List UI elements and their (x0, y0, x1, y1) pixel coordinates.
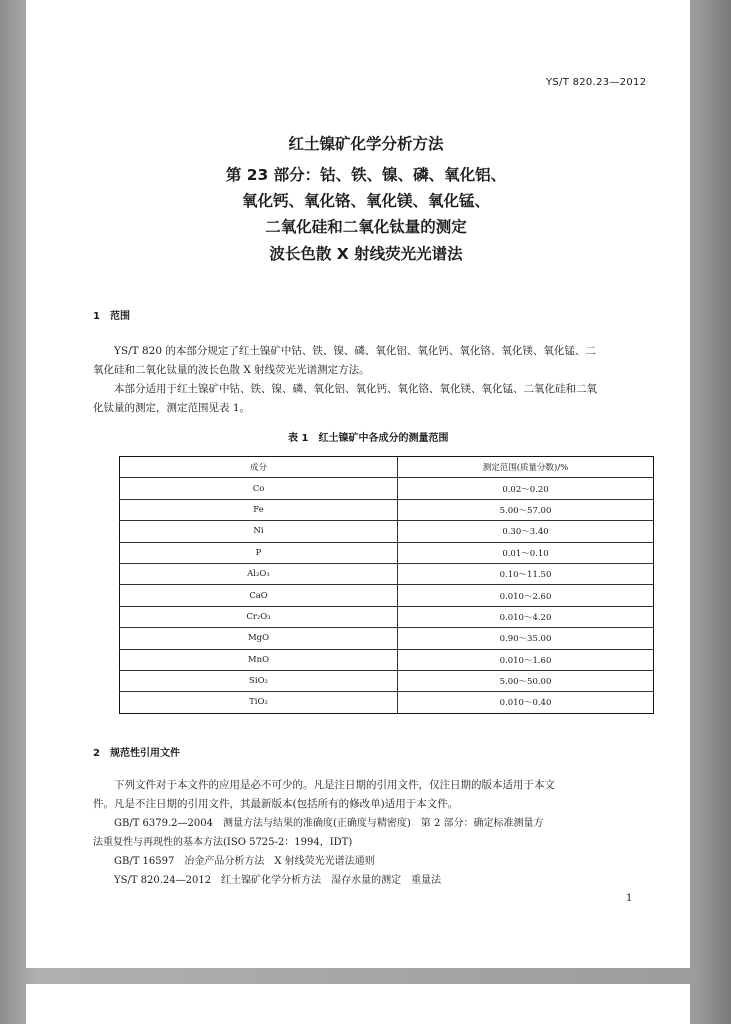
range-cell: 0.010～0.40 (398, 692, 654, 713)
component-cell: CaO (120, 585, 398, 606)
table-header-row (120, 457, 654, 478)
standard-number: YS/T 820.23—2012 (546, 77, 647, 88)
scope-p1-line2: 氧化硅和二氧化钛量的波长色散 X 射线荧光光谱测定方法。 (93, 364, 370, 376)
table-row (120, 478, 654, 499)
table-row (120, 670, 654, 691)
reference-1-line1: GB/T 6379.2—2004 测量方法与结果的准确度(正确度与精密度) 第 2 部分：确定标准测量方 (114, 818, 544, 829)
table-row (120, 628, 654, 649)
component-cell: Cr₂O₃ (120, 606, 398, 627)
next-page-edge (26, 984, 690, 1024)
range-cell: 5.00～57.00 (398, 499, 654, 520)
scope-p2-line1: 本部分适用于红土镍矿中钴、铁、镍、磷、氧化铝、氧化钙、氧化铬、氧化镁、氧化锰、二氧化硅和二氧 (114, 383, 597, 395)
range-cell: 0.010～2.60 (398, 585, 654, 606)
title-line-1: 红土镍矿化学分析方法 (288, 135, 444, 153)
range-cell: 0.10～11.50 (398, 563, 654, 584)
component-cell: Co (120, 478, 398, 499)
page-number: 1 (626, 893, 633, 904)
table-row (120, 563, 654, 584)
component-cell: MnO (120, 649, 398, 670)
component-cell: P (120, 542, 398, 563)
table-row (120, 542, 654, 563)
component-cell: Ni (120, 521, 398, 542)
title-line-2: 第 23 部分：钴、铁、镍、磷、氧化铝、 (225, 166, 507, 184)
table-row (120, 499, 654, 520)
section-1-heading: 1 范围 (93, 311, 130, 322)
component-cell: SiO₂ (120, 670, 398, 691)
component-cell: Fe (120, 499, 398, 520)
intro-line2: 件。凡是不注日期的引用文件，其最新版本(包括所有的修改单)适用于本文件。 (93, 798, 459, 810)
range-cell: 0.02～0.20 (398, 478, 654, 499)
scope-paragraph-2 (93, 380, 653, 418)
component-cell: Al₂O₃ (120, 563, 398, 584)
header-range: 测定范围(质量分数)/% (398, 457, 654, 478)
references-intro (93, 776, 653, 814)
reference-2: GB/T 16597 冶金产品分析方法 X 射线荧光光谱法通则 (114, 856, 375, 867)
reference-3: YS/T 820.24—2012 红土镍矿化学分析方法 湿存水量的测定 重量法 (114, 875, 442, 886)
reference-1-line2: 法重复性与再现性的基本方法(ISO 5725-2：1994，IDT) (93, 837, 353, 848)
table-row (120, 692, 654, 713)
scope-paragraph-1 (93, 342, 653, 380)
range-cell: 0.01～0.10 (398, 542, 654, 563)
component-cell: MgO (120, 628, 398, 649)
document-page (26, 0, 690, 968)
range-cell: 0.30～3.40 (398, 521, 654, 542)
range-cell: 0.010～4.20 (398, 606, 654, 627)
table-row (120, 521, 654, 542)
component-cell: TiO₂ (120, 692, 398, 713)
title-line-5: 波长色散 X 射线荧光光谱法 (269, 245, 463, 263)
table-row (120, 606, 654, 627)
section-2-heading: 2 规范性引用文件 (93, 748, 180, 759)
title-line-3: 氧化钙、氧化铬、氧化镁、氧化锰、 (241, 192, 490, 210)
intro-line1: 下列文件对于本文件的应用是必不可少的。凡是注日期的引用文件，仅注日期的版本适用于本文 (114, 779, 555, 791)
range-cell: 0.010～1.60 (398, 649, 654, 670)
table-row (120, 585, 654, 606)
header-component: 成分 (120, 457, 398, 478)
range-cell: 0.90～35.00 (398, 628, 654, 649)
table-row (120, 649, 654, 670)
title-line-4: 二氧化硅和二氧化钛量的测定 (265, 218, 467, 236)
scope-p1-line1: YS/T 820 的本部分规定了红土镍矿中钴、铁、镍、磷、氧化铝、氧化钙、氧化铬、氧化镁、氧化锰、二 (114, 345, 596, 357)
scope-p2-line2: 化钛量的测定，测定范围见表 1。 (93, 402, 251, 414)
range-cell: 5.00～50.00 (398, 670, 654, 691)
measurement-range-table (119, 456, 654, 714)
table-caption: 表 1 红土镍矿中各成分的测量范围 (288, 433, 449, 444)
